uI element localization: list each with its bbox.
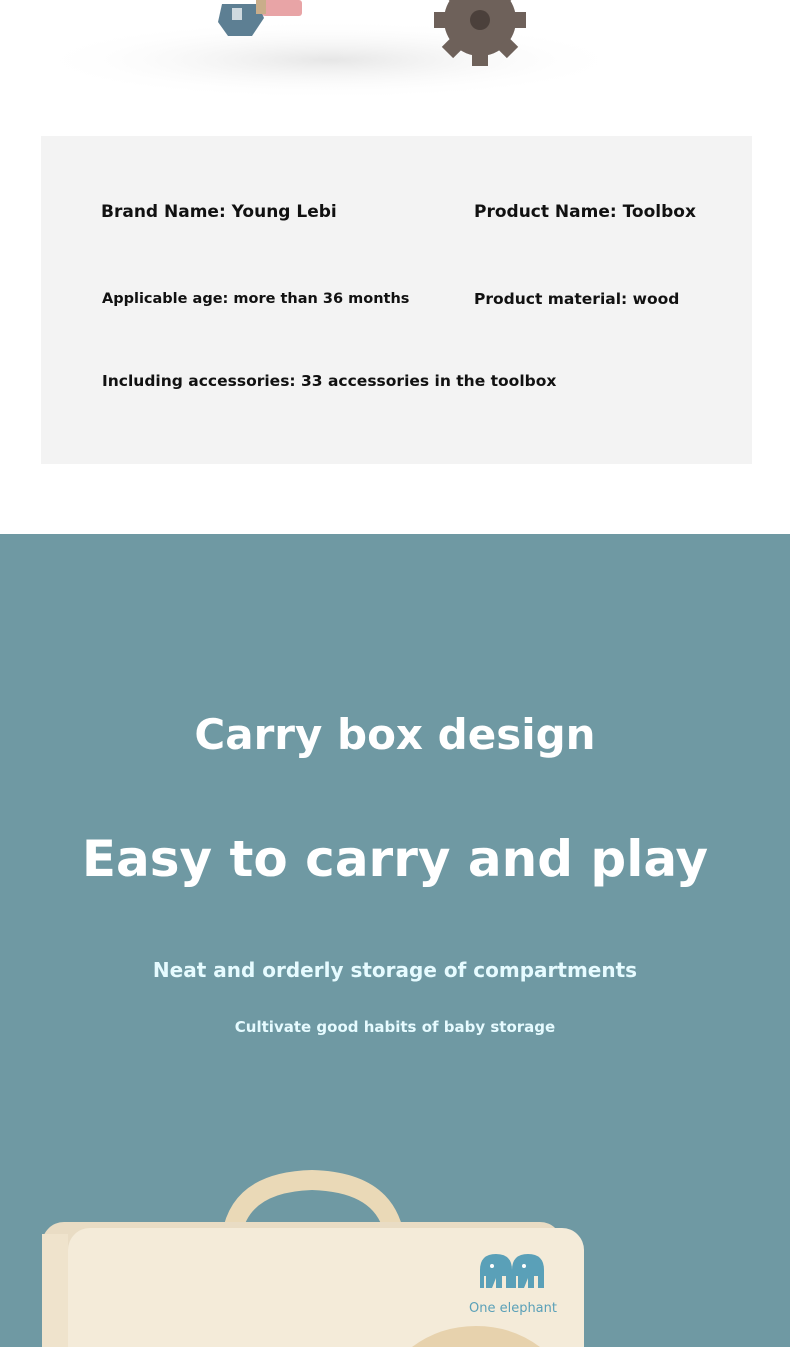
spec-product-name: Product Name: Toolbox <box>474 202 696 222</box>
feature-title: Carry box design <box>194 710 596 759</box>
feature-headline: Easy to carry and play <box>81 830 709 888</box>
spec-age: Applicable age: more than 36 months <box>102 291 410 307</box>
spec-accessories: Including accessories: 33 accessories in the toolbox <box>102 372 557 390</box>
spec-panel <box>41 136 752 464</box>
pink-block-piece <box>262 0 302 16</box>
spec-material: Product material: wood <box>474 290 680 308</box>
feature-subtitle: Neat and orderly storage of compartments <box>152 958 638 982</box>
spec-brand: Brand Name: Young Lebi <box>101 202 337 222</box>
feature-section <box>0 534 790 1347</box>
toy-pieces-illustration <box>0 0 790 110</box>
logo-text: One elephant <box>468 1301 558 1316</box>
toy-photo-top <box>0 0 790 110</box>
toolbox-illustration <box>0 1154 790 1347</box>
feature-caption: Cultivate good habits of baby storage <box>234 1018 556 1036</box>
